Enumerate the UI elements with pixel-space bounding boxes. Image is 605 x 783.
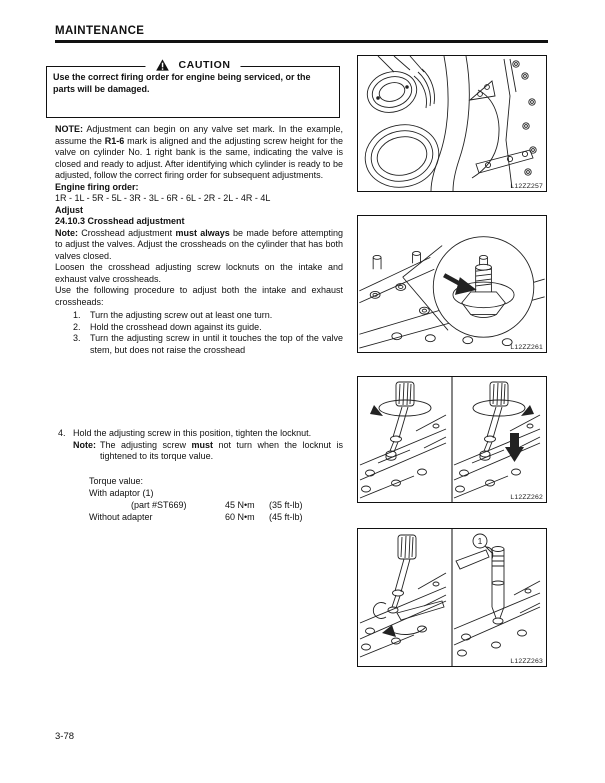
section-heading: 24.10.3 Crosshead adjustment [55,216,185,226]
procedure-steps [55,310,343,356]
step-text: Turn the adjusting screw out at least one turn. [90,310,273,320]
caution-title [145,59,240,71]
step-number: 1. [73,310,81,320]
note-label: NOTE: [55,124,83,134]
step-item [55,310,343,322]
torque-without-adapter-label: Without adapter [89,511,153,522]
crosshead-note-paragraph: Note: Crosshead adjustment must always be made before attempting to adjust the valves. Adjust the crossheads on the cylinder that has both valves closed. [55,227,343,261]
torque-row-without [89,511,343,523]
figure-illustration-screwdriver [358,377,546,502]
firing-order-sequence: 1R - 1L - 5R - 5L - 3R - 3L - 6R - 6L - 2R - 2L - 4R - 4L [55,193,271,203]
caution-box [46,59,340,118]
figure-illustration-engine-front [358,56,546,191]
page-title: MAINTENANCE [55,25,145,37]
step-number: 3. [73,333,81,343]
step-text: Hold the adjusting screw in this position, tighten the locknut. [73,428,312,438]
firing-order-heading: Engine firing order: [55,181,139,192]
figure-label: L12ZZ262 [510,494,543,501]
torque-ftlb-value: (35 ft-lb) [269,499,303,510]
step-item [55,322,343,334]
torque-value-block [89,475,343,523]
main-text-column [55,124,343,523]
torque-with-adaptor-label: With adaptor (1) [89,487,154,498]
step-number: 4. [58,428,66,438]
step-text: Turn the adjusting screw in until it touches the top of the valve stem, but does not raise the crosshead [90,333,343,355]
warning-triangle-icon [155,59,169,71]
header-rule [55,40,548,43]
caution-text: Use the correct firing order for engine being serviced, or the parts will be damaged. [53,72,311,94]
figure-illustration-adapter [358,529,546,666]
torque-part-number: (part #ST669) [131,499,187,510]
callout-1-badge: 1 [477,536,483,546]
figure-label: L12ZZ263 [510,658,543,665]
torque-row-with [89,499,343,511]
adjust-heading: Adjust [55,204,83,215]
loosen-instruction: Loosen the crosshead adjusting screw locknuts on the intake and exhaust valve crossheads. [55,262,343,284]
step-text: Hold the crosshead down against its guide. [90,321,262,332]
page-number: 3-78 [55,731,75,742]
torque-ftlb-value: (45 ft-lb) [269,511,303,522]
caution-label: CAUTION [178,59,231,71]
note-adjustment-paragraph: NOTE: Adjustment can begin on any valve set mark. In the example, assume the R1-6 mark is aligned and the adjusting screw height for the valve on cylinder No. 1 right bank is the same, indicating the valve is closed and ready to adjust. After identifying which cylinder is ready to be adjusted, follow the correct firing order for subsequent adjustments. [55,124,343,180]
figure-tighten-locknut-adapter [357,528,547,667]
figure-illustration-locknut [358,216,546,352]
step-item-4 [55,428,343,440]
step4-note: Note: The adjusting screw must not turn when the locknut is tightened to its torque value. [73,439,343,461]
note-label: Note: [73,439,96,450]
figure-locknut-callout [357,215,547,353]
figure-label: L12ZZ257 [510,183,543,190]
figure-turn-adjusting-screw [357,376,547,503]
figure-label: L12ZZ261 [510,344,543,351]
torque-nm-value: 60 N•m [225,511,255,522]
torque-heading: Torque value: [89,475,144,486]
step-item [55,333,343,356]
procedure-intro: Use the following procedure to adjust both the intake and exhaust crossheads: [55,285,343,307]
figure-engine-front-pulley [357,55,547,192]
torque-nm-value: 45 N•m [225,499,255,510]
step-number: 2. [73,321,81,332]
note-label: Note: [55,227,78,238]
